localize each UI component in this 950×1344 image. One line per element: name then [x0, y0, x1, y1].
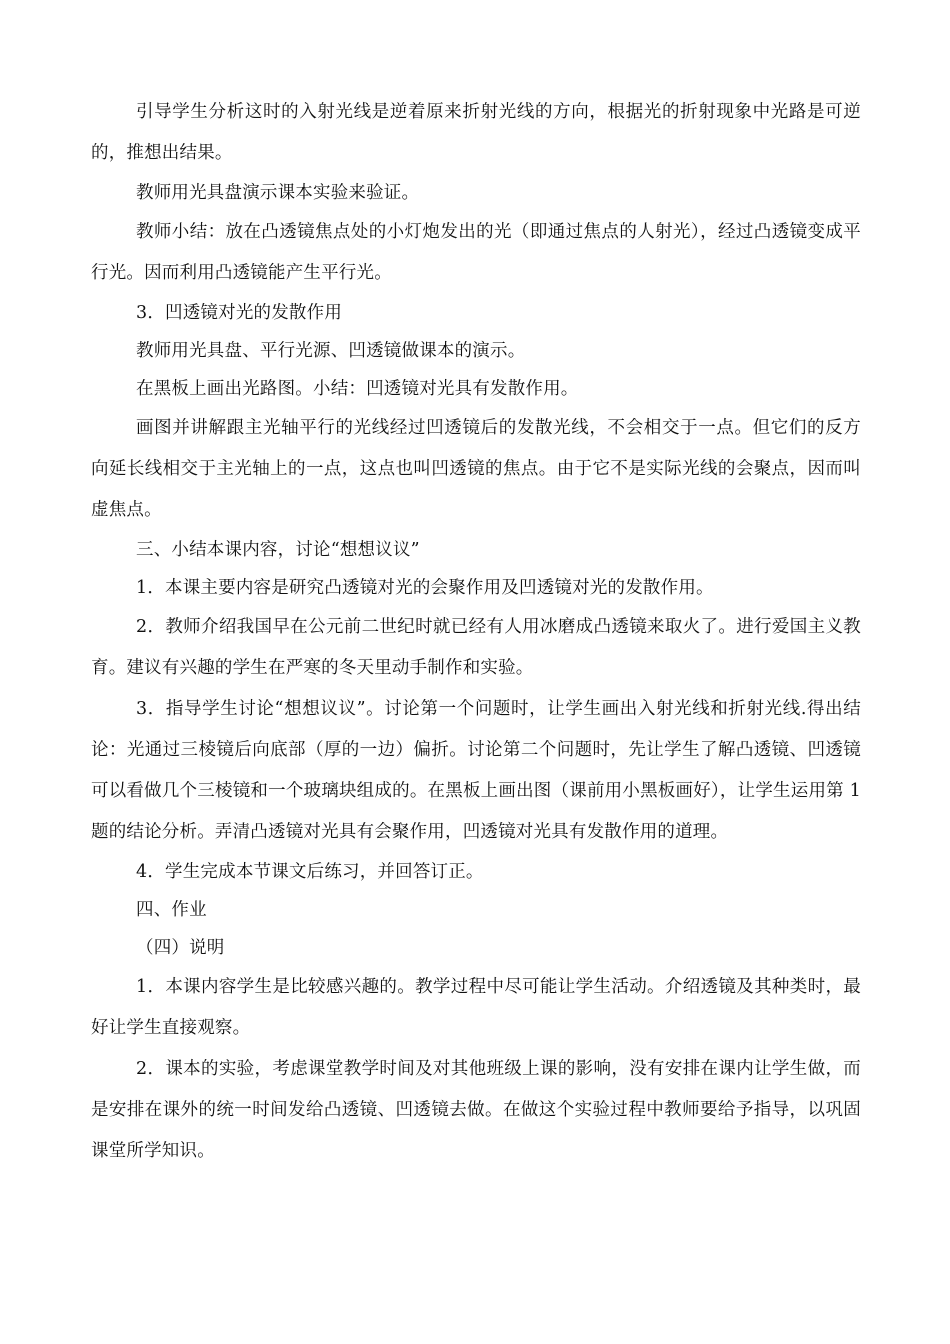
paragraph-10: 2．教师介绍我国早在公元前二世纪时就已经有人用冰磨成凸透镜来取火了。进行爱国主义教育。建议有兴趣的学生在严寒的冬天里动手制作和实验。: [91, 617, 861, 678]
paragraph-2: 教师用光具盘演示课本实验来验证。: [136, 183, 420, 203]
paragraph-13: 四、作业: [136, 900, 207, 920]
paragraph-3: 教师小结：放在凸透镜焦点处的小灯炮发出的光（即通过焦点的人射光），经过凸透镜变成平行光。因而利用凸透镜能产生平行光。: [91, 222, 861, 283]
paragraph-11: 3．指导学生讨论“想想议议”。讨论第一个问题时，让学生画出入射光线和折射光线.得出结论：光通过三棱镜后向底部（厚的一边）偏折。讨论第二个问题时，先让学生了解凸透镜、凹透镜可以看做几个三棱镜和一个玻璃块组成的。在黑板上画出图（课前用小黑板画好），让学生运用第 1 题的结论分析。弄清凸透镜对光具有会聚作用，凹透镜对光具有发散作用的道理。: [91, 699, 861, 842]
paragraph-1: 引导学生分析这时的入射光线是逆着原来折射光线的方向，根据光的折射现象中光路是可逆的，推想出结果。: [91, 102, 861, 163]
paragraph-8: 三、小结本课内容，讨论“想想议议”: [136, 540, 420, 560]
paragraph-9: 1．本课主要内容是研究凸透镜对光的会聚作用及凹透镜对光的发散作用。: [136, 578, 714, 598]
document-page: [91, 92, 861, 1172]
paragraph-7: 画图并讲解跟主光轴平行的光线经过凹透镜后的发散光线，不会相交于一点。但它们的反方向延长线相交于主光轴上的一点，这点也叫凹透镜的焦点。由于它不是实际光线的会聚点，因而叫虚焦点。: [91, 418, 861, 520]
paragraph-6: 在黑板上画出光路图。小结：凹透镜对光具有发散作用。: [136, 379, 579, 399]
paragraph-15: 1．本课内容学生是比较感兴趣的。教学过程中尽可能让学生活动。介绍透镜及其种类时，最好让学生直接观察。: [91, 977, 861, 1038]
paragraph-14: （四）说明: [136, 938, 225, 958]
paragraph-12: 4．学生完成本节课文后练习，并回答订正。: [136, 862, 484, 882]
paragraph-4: 3．凹透镜对光的发散作用: [136, 303, 343, 323]
paragraph-5: 教师用光具盘、平行光源、凹透镜做课本的演示。: [136, 341, 526, 361]
paragraph-16: 2．课本的实验，考虑课堂教学时间及对其他班级上课的影响，没有安排在课内让学生做，而是安排在课外的统一时间发给凸透镜、凹透镜去做。在做这个实验过程中教师要给予指导，以巩固课堂所学知识。: [91, 1059, 861, 1161]
